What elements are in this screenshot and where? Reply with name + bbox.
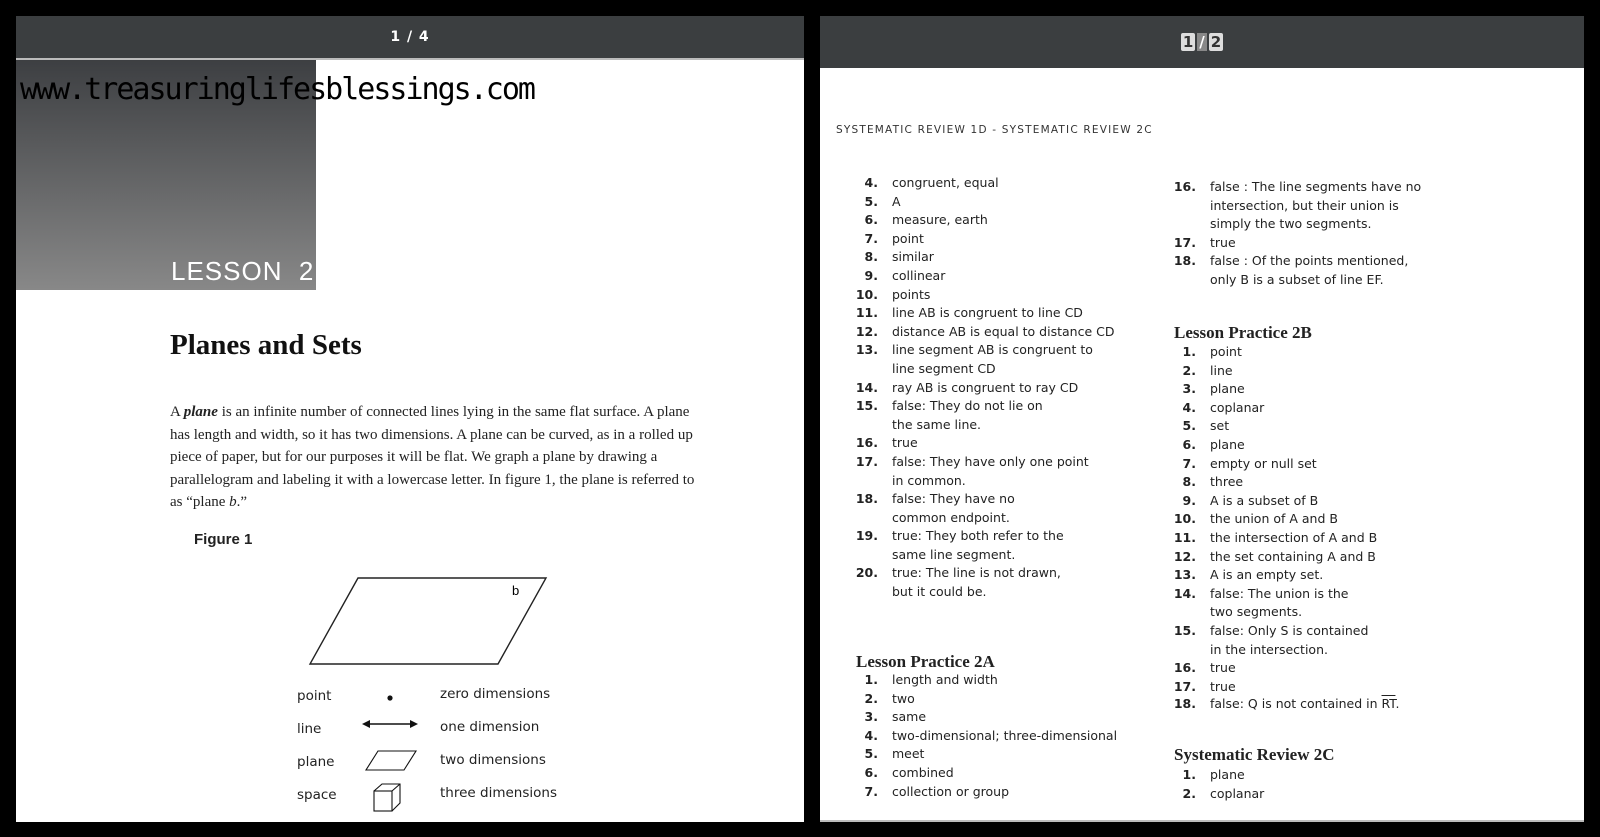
list-item: 5. A	[864, 193, 901, 209]
list-item: 14. ray AB is congruent to ray CD	[855, 379, 1079, 395]
list-item: 16. true	[1173, 660, 1236, 676]
list-item: 10. the union of A and B	[1173, 511, 1338, 527]
answer-list-practice-2b	[1170, 343, 1470, 696]
answer-list-practice-2a	[852, 671, 1172, 801]
section-header: SYSTEMATIC REVIEW 1D - SYSTEMATIC REVIEW 2C	[836, 124, 1153, 136]
list-item: 9. collinear	[864, 267, 946, 283]
current-page-number[interactable]: 1	[1182, 33, 1194, 51]
list-item: 14. false: The union is the	[1173, 585, 1349, 601]
answer-list-practice-2b-last	[1170, 695, 1490, 714]
list-item: 6. plane	[1182, 436, 1245, 452]
dimension-row-plane	[16, 750, 804, 774]
list-item: 12. the set containing A and B	[1173, 548, 1376, 564]
total-pages: 2	[1210, 33, 1222, 51]
list-item: 1. length and width	[864, 672, 998, 687]
list-item: 4. congruent, equal	[864, 175, 999, 190]
practice-2b-heading: Lesson Practice 2B	[1174, 323, 1312, 342]
dimension-row-point	[16, 684, 804, 708]
dimension-desc: two dimensions	[440, 752, 546, 768]
list-item: 18. false : Of the points mentioned,	[1173, 253, 1409, 269]
list-item: 8. three	[1182, 474, 1244, 490]
dot-icon	[360, 684, 420, 708]
right-viewer-toolbar	[820, 16, 1584, 68]
page-indicator[interactable]: 1 / 4	[390, 29, 430, 45]
list-item: 1. point	[1182, 344, 1242, 359]
watermark: www.treasuringlifesblessings.com	[20, 72, 534, 107]
list-item: 6. combined	[864, 764, 954, 780]
list-item: 12. distance AB is equal to distance CD	[855, 323, 1115, 339]
list-item: but it could be.	[892, 584, 987, 600]
list-item: 13. A is an empty set.	[1173, 567, 1324, 583]
list-item: the same line.	[892, 416, 982, 432]
list-item: 3. plane	[1182, 381, 1245, 397]
dimension-row-line	[16, 717, 804, 741]
list-item: same line segment.	[892, 546, 1016, 562]
review-2c-heading: Systematic Review 2C	[1174, 745, 1335, 764]
list-item: 11. line AB is congruent to line CD	[855, 305, 1083, 321]
dimension-desc: one dimension	[440, 719, 540, 735]
list-item: 17. true	[1173, 678, 1236, 694]
lesson-label: LESSON 2	[171, 256, 315, 286]
figure-label: Figure 1	[194, 531, 253, 548]
plane-letter-label: b	[512, 583, 520, 598]
list-item: simply the two segments.	[1210, 216, 1372, 232]
list-item: 4. coplanar	[1182, 399, 1265, 415]
list-item: only B is a subset of line EF.	[1210, 271, 1384, 287]
cube-icon	[360, 783, 420, 815]
dimension-desc: zero dimensions	[440, 686, 551, 702]
list-item: 2. line	[1182, 362, 1233, 378]
dimension-term: space	[297, 787, 337, 803]
parallelogram-icon	[360, 750, 420, 774]
dimension-term: line	[297, 721, 322, 737]
list-item: 3. same	[864, 709, 927, 725]
page-title: Planes and Sets	[170, 329, 362, 361]
answer-list-review-2c	[1170, 766, 1470, 803]
list-item: 5. set	[1182, 418, 1230, 434]
page-bottom-edge	[820, 820, 1584, 822]
list-item: 9. A is a subset of B	[1182, 492, 1319, 508]
list-item: 6. measure, earth	[864, 212, 988, 228]
list-item: line segment CD	[892, 360, 996, 376]
dimension-term: plane	[297, 754, 335, 770]
practice-2a-heading: Lesson Practice 2A	[856, 652, 995, 671]
list-item: 11. the intersection of A and B	[1173, 529, 1378, 545]
double-arrow-icon	[360, 717, 420, 741]
list-item: 13. line segment AB is congruent to	[855, 342, 1093, 358]
list-item: in the intersection.	[1210, 641, 1328, 657]
emphasis-term: plane	[183, 404, 218, 420]
list-item: two segments.	[1210, 604, 1303, 620]
list-item: 7. collection or group	[864, 783, 1010, 799]
list-item: 7. empty or null set	[1182, 455, 1317, 471]
list-item: 5. meet	[864, 746, 925, 762]
list-item: 2. two	[864, 690, 915, 706]
list-item: in common.	[892, 472, 966, 488]
dimension-row-space	[16, 783, 804, 807]
answer-list-review-1d	[852, 174, 1172, 602]
list-item: 10. points	[855, 286, 931, 302]
list-item: 19. true: They both refer to the	[855, 528, 1064, 544]
body-paragraph: A plane is an infinite number of connected lines lying in the same flat surface. A plane has length and width, so it has two dimensions. A plane can be curved, as in a rolled up piece of paper, but for our purposes it will be flat. We graph a plane by drawing a parallelogram and labeling it with a lowercase letter. In figure 1, the plane is referred to as “plane b.”	[170, 404, 695, 510]
list-item: 8. similar	[864, 249, 934, 265]
left-viewer-toolbar	[16, 16, 804, 60]
list-item: 17. true	[1173, 234, 1236, 250]
dimension-desc: three dimensions	[440, 785, 557, 801]
list-item: 17. false: They have only one point	[855, 453, 1089, 469]
list-item: 7. point	[864, 230, 924, 246]
answer-list-review-2c-top	[1170, 178, 1470, 290]
list-item: 2. coplanar	[1182, 785, 1265, 801]
list-item: 20. true: The line is not drawn,	[855, 565, 1061, 581]
list-item: common endpoint.	[892, 509, 1010, 525]
list-item: 16. true	[855, 435, 918, 451]
page-separator: /	[1199, 33, 1205, 51]
list-item: 15. false: Only S is contained	[1173, 622, 1369, 638]
list-item: 4. two-dimensional; three-dimensional	[864, 727, 1118, 743]
list-item: 16. false : The line segments have no	[1173, 179, 1422, 194]
list-item: 18. false: Q is not contained in $\overline{RT}$.	[1173, 696, 1400, 711]
dimension-term: point	[297, 688, 332, 704]
left-document-viewer	[16, 16, 804, 822]
list-item: 1. plane	[1182, 767, 1245, 782]
list-item: 15. false: They do not lie on	[855, 398, 1043, 414]
right-document-viewer	[820, 16, 1584, 822]
list-item: 18. false: They have no	[855, 491, 1015, 507]
list-item: intersection, but their union is	[1210, 197, 1399, 213]
